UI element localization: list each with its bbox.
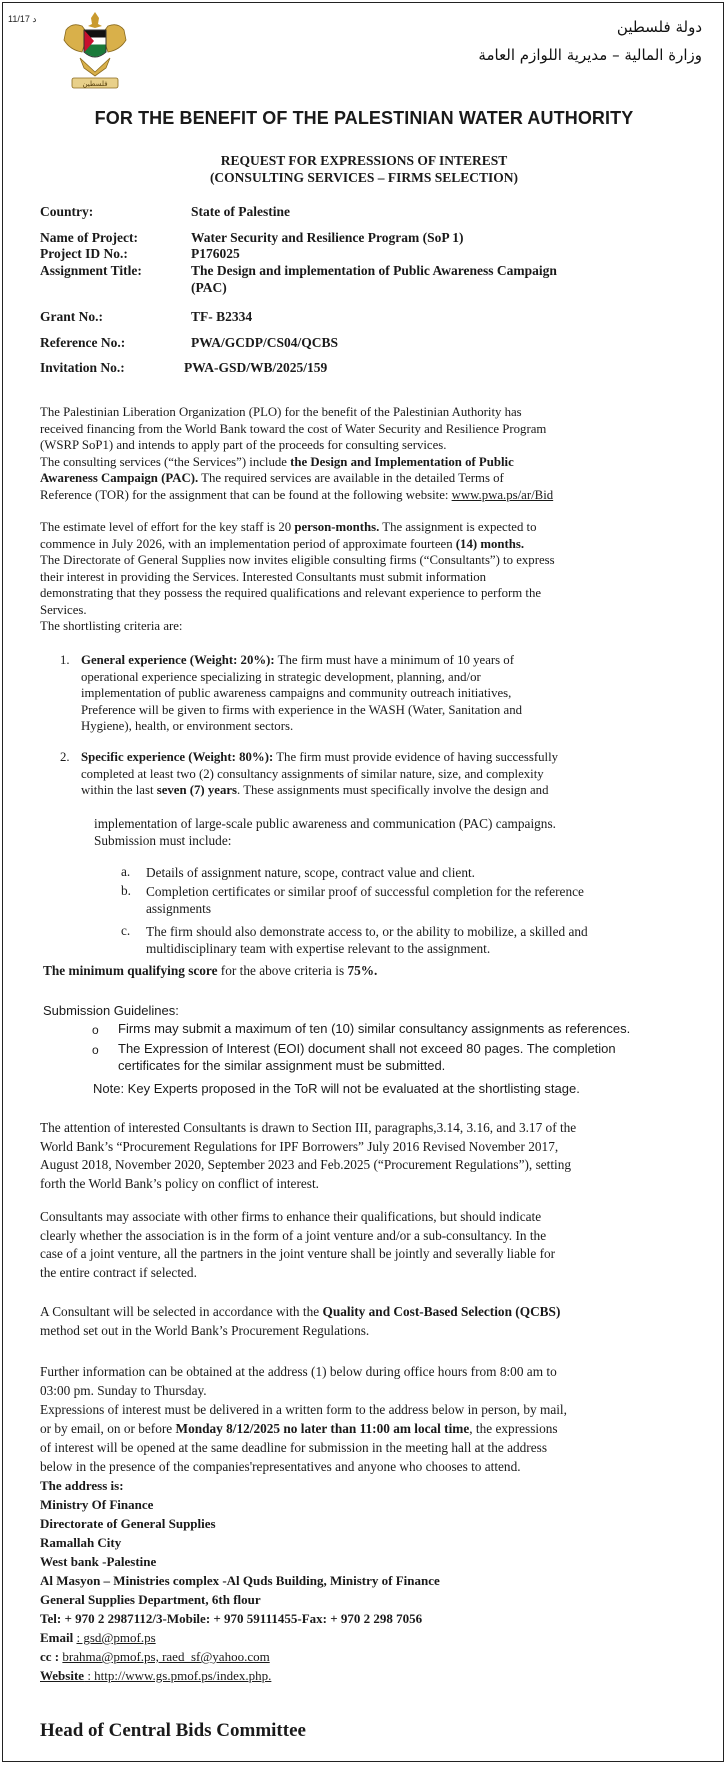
text-line: multidisciplinary team with expertise relevant to the assignment.	[146, 941, 491, 956]
text-line	[40, 454, 680, 471]
text-line: Hygiene), health, or environment sectors.	[81, 719, 294, 733]
assignment-title-value: The Design and implementation of Public Awareness Campaign	[191, 263, 557, 278]
text-line: operational experience specializing in strategic development, planning, and/or	[81, 669, 481, 684]
subtitle-request: REQUEST FOR EXPRESSIONS OF INTEREST	[220, 153, 508, 168]
text-span: The firm must provide evidence of having successfully	[273, 750, 559, 764]
grant-label: Grant No.:	[40, 309, 103, 324]
text-line: The Directorate of General Supplies now invites eligible consulting firms (“Consultants”) to express	[40, 553, 555, 567]
text-line: The Expression of Interest (EOI) document shall not exceed 80 pages. The completion	[118, 1041, 616, 1056]
text-bold: 75%.	[347, 963, 378, 978]
arabic-state-name: دولة فلسطين	[616, 18, 702, 36]
text-line: Further information can be obtained at the address (1) below during office hours from 8:00 am to	[40, 1364, 557, 1379]
paragraph-effort	[40, 519, 680, 635]
text-bold: The minimum qualifying score	[43, 963, 218, 978]
criterion-specific-experience	[81, 749, 678, 799]
address-cc	[40, 1647, 440, 1666]
text-bold: (14) months.	[455, 536, 525, 551]
guideline-2	[118, 1041, 698, 1074]
text-line: Preference will be given to firms with experience in the WASH (Water, Sanitation and	[81, 702, 522, 717]
bullet-icon: o	[92, 1023, 99, 1037]
emblem-caption: فلسطين	[82, 80, 108, 88]
palestine-eagle-emblem-icon	[58, 6, 132, 92]
address-line: Ramallah City	[40, 1535, 122, 1550]
cc-email-link[interactable]: brahma@pmof.ps, raed_sf@yahoo.com	[62, 1649, 270, 1664]
country-label: Country:	[40, 204, 94, 219]
text-line: The attention of interested Consultants is drawn to Section III, paragraphs,3.14, 3.16, and 3.17 of the	[40, 1120, 577, 1135]
text-span: for the above criteria is	[217, 963, 348, 978]
text-span: commence in July 2026, with an implementation period of approximate fourteen	[40, 536, 456, 551]
text-line	[40, 470, 680, 487]
sub-item-b-label: b.	[121, 883, 131, 898]
text-line: certificates for the similar assignment must be submitted.	[118, 1057, 446, 1073]
address-line: Al Masyon – Ministries complex -Al Quds Building, Ministry of Finance	[40, 1573, 440, 1588]
text-span: The estimate level of effort for the key staff is 20	[40, 520, 295, 534]
paragraph-financing	[40, 404, 680, 503]
text-bold: Website	[40, 1668, 85, 1683]
paragraph-submission	[40, 1362, 695, 1476]
email-link[interactable]: : gsd@pmof.ps	[76, 1630, 156, 1645]
arabic-ministry-name: وزارة المالية – مديرية اللوازم العامة	[478, 46, 702, 64]
text-bold: person-months.	[294, 520, 380, 534]
text-line: of interest will be opened at the same deadline for submission in the meeting hall at the address	[40, 1440, 547, 1455]
website-link[interactable]: : http://www.gs.pmof.ps/index.php.	[84, 1668, 272, 1683]
text-bold: General experience (Weight: 20%):	[81, 653, 275, 667]
paragraph-qcbs	[40, 1303, 695, 1340]
criterion-general-experience	[81, 652, 678, 735]
guidelines-heading: Submission Guidelines:	[43, 1003, 179, 1018]
sub-item-c-label: c.	[121, 923, 131, 938]
address-phone: Tel: + 970 2 2987112/3-Mobile: + 970 59111455-Fax: + 970 2 298 7056	[40, 1611, 423, 1626]
text-line: Completion certificates or similar proof of successful completion for the reference	[146, 884, 584, 899]
sub-item-a: Details of assignment nature, scope, contract value and client.	[146, 865, 475, 880]
text-span: Reference (TOR) for the assignment that can be found at the following website:	[40, 487, 452, 502]
text-line: method set out in the World Bank’s Procurement Regulations.	[40, 1322, 370, 1338]
text-line: Consultants may associate with other firms to enhance their qualifications, but should indicate	[40, 1209, 542, 1224]
text-line: Services.	[40, 602, 87, 617]
text-bold: Monday 8/12/2025 no later than 11:00 am local time	[175, 1421, 470, 1436]
address-line: General Supplies Department, 6th flour	[40, 1592, 261, 1607]
signature-title: Head of Central Bids Committee	[40, 1720, 306, 1741]
address-line: Directorate of General Supplies	[40, 1516, 216, 1531]
text-line: World Bank’s “Procurement Regulations for IPF Borrowers” July 2016 Revised November 2017,	[40, 1138, 559, 1154]
text-line: clearly whether the association is in the form of a joint venture and/or a sub-consultancy. In the	[40, 1227, 547, 1243]
text-line: received financing from the World Bank toward the cost of Water Security and Resilience Program	[40, 421, 547, 436]
text-span: . These assignments must specifically involve the design and	[237, 783, 549, 797]
text-line: assignments	[146, 901, 212, 916]
address-email	[40, 1628, 440, 1647]
project-label: Name of Project:	[40, 230, 138, 245]
sub-item-b	[146, 883, 699, 917]
bullet-icon: o	[92, 1043, 99, 1057]
text-line: The Palestinian Liberation Organization (PLO) for the benefit of the Palestinian Authority has	[40, 405, 522, 419]
project-id-label: Project ID No.:	[40, 246, 128, 261]
invitation-label: Invitation No.:	[40, 360, 125, 375]
address-line: West bank -Palestine	[40, 1554, 157, 1569]
text-bold: cc :	[40, 1649, 63, 1664]
text-span: The firm must have a minimum of 10 years of	[274, 653, 514, 667]
text-line: implementation of public awareness campaigns and community outreach initiatives,	[81, 686, 512, 700]
text-span: within the last	[81, 783, 157, 797]
text-line: (WSRP SoP1) and intends to apply part of the proceeds for consulting services.	[40, 438, 447, 452]
text-bold: Specific experience (Weight: 80%):	[81, 750, 274, 764]
assignment-title-label: Assignment Title:	[40, 263, 142, 278]
page-title: FOR THE BENEFIT OF THE PALESTINIAN WATER AUTHORITY	[94, 108, 634, 128]
text-line	[81, 749, 678, 766]
text-span: , the expressions	[469, 1421, 558, 1436]
text-line: below in the presence of the companies'representatives and anyone who chooses to attend.	[40, 1459, 521, 1474]
text-line: their interest in providing the Services. Interested Consultants must submit information	[40, 569, 487, 584]
corner-note: 11/17 د	[8, 14, 37, 24]
address-line: Ministry Of Finance	[40, 1497, 154, 1512]
subtitle-consulting: (CONSULTING SERVICES – FIRMS SELECTION)	[209, 170, 519, 185]
text-bold: Email	[40, 1630, 77, 1645]
text-line: implementation of large-scale public awareness and communication (PAC) campaigns.	[94, 816, 556, 831]
criterion-2-continuation	[94, 815, 699, 849]
address-block	[40, 1476, 440, 1685]
assignment-title-value-cont: (PAC)	[191, 280, 227, 295]
paragraph-conflict-of-interest	[40, 1119, 695, 1193]
text-bold: the Design and Implementation of Public	[290, 454, 514, 469]
text-line: The firm should also demonstrate access to, or the ability to mobilize, a skilled and	[146, 924, 588, 939]
text-bold: seven (7) years	[156, 783, 238, 797]
project-value: Water Security and Resilience Program (SoP 1)	[191, 230, 464, 245]
text-span: or by email, on or before	[40, 1421, 176, 1436]
text-line: Expressions of interest must be delivered in a written form to the address below in person, by mail,	[40, 1402, 567, 1417]
criterion-2-number: 2.	[60, 750, 70, 764]
text-line: The shortlisting criteria are:	[40, 619, 183, 633]
country-value: State of Palestine	[191, 204, 290, 219]
sub-item-a-label: a.	[121, 864, 131, 879]
text-line	[40, 519, 680, 536]
text-line	[40, 487, 680, 504]
text-line: case of a joint venture, all the partners in the joint venture shall be jointly and severally liable for	[40, 1246, 556, 1261]
text-line	[40, 1303, 695, 1322]
text-line: demonstrating that they possess the required qualifications and relevant experience to perform the	[40, 586, 542, 600]
text-line	[81, 652, 678, 669]
guideline-1: Firms may submit a maximum of ten (10) similar consultancy assignments as references.	[118, 1021, 631, 1036]
text-line: completed at least two (2) consultancy assignments of similar nature, size, and complexity	[81, 766, 544, 781]
sub-item-c	[146, 923, 699, 957]
address-website	[40, 1666, 440, 1685]
text-span: A Consultant will be selected in accordance with the	[40, 1304, 323, 1319]
text-line	[40, 1419, 695, 1438]
text-bold: Quality and Cost-Based Selection (QCBS)	[322, 1304, 561, 1319]
tor-website-link[interactable]: www.pwa.ps/ar/Bid	[451, 487, 554, 502]
invitation-value: PWA-GSD/WB/2025/159	[184, 360, 328, 375]
text-span: The assignment is expected to	[379, 520, 537, 534]
reference-value: PWA/GCDP/CS04/QCBS	[191, 335, 339, 350]
address-heading: The address is:	[40, 1478, 124, 1493]
text-span: The consulting services (“the Services”) include	[40, 454, 291, 469]
text-span: The required services are available in the detailed Terms of	[198, 471, 504, 485]
grant-value: TF- B2334	[191, 309, 253, 324]
guideline-note: Note: Key Experts proposed in the ToR will not be evaluated at the shortlisting stage.	[93, 1081, 580, 1096]
text-line: the entire contract if selected.	[40, 1264, 197, 1280]
text-line: 03:00 pm. Sunday to Thursday.	[40, 1383, 207, 1398]
minimum-score	[43, 963, 683, 980]
text-line: Submission must include:	[94, 833, 232, 848]
paragraph-joint-venture	[40, 1208, 695, 1282]
text-line	[81, 782, 678, 799]
criterion-1-number: 1.	[60, 653, 70, 667]
text-line: forth the World Bank’s policy on conflict of interest.	[40, 1175, 319, 1191]
text-line	[40, 536, 680, 553]
project-id-value: P176025	[191, 246, 240, 261]
reference-label: Reference No.:	[40, 335, 126, 350]
text-bold: Awareness Campaign (PAC).	[40, 471, 199, 485]
text-line: August 2018, November 2020, September 2023 and Feb.2025 (“Procurement Regulations”), setting	[40, 1157, 572, 1172]
